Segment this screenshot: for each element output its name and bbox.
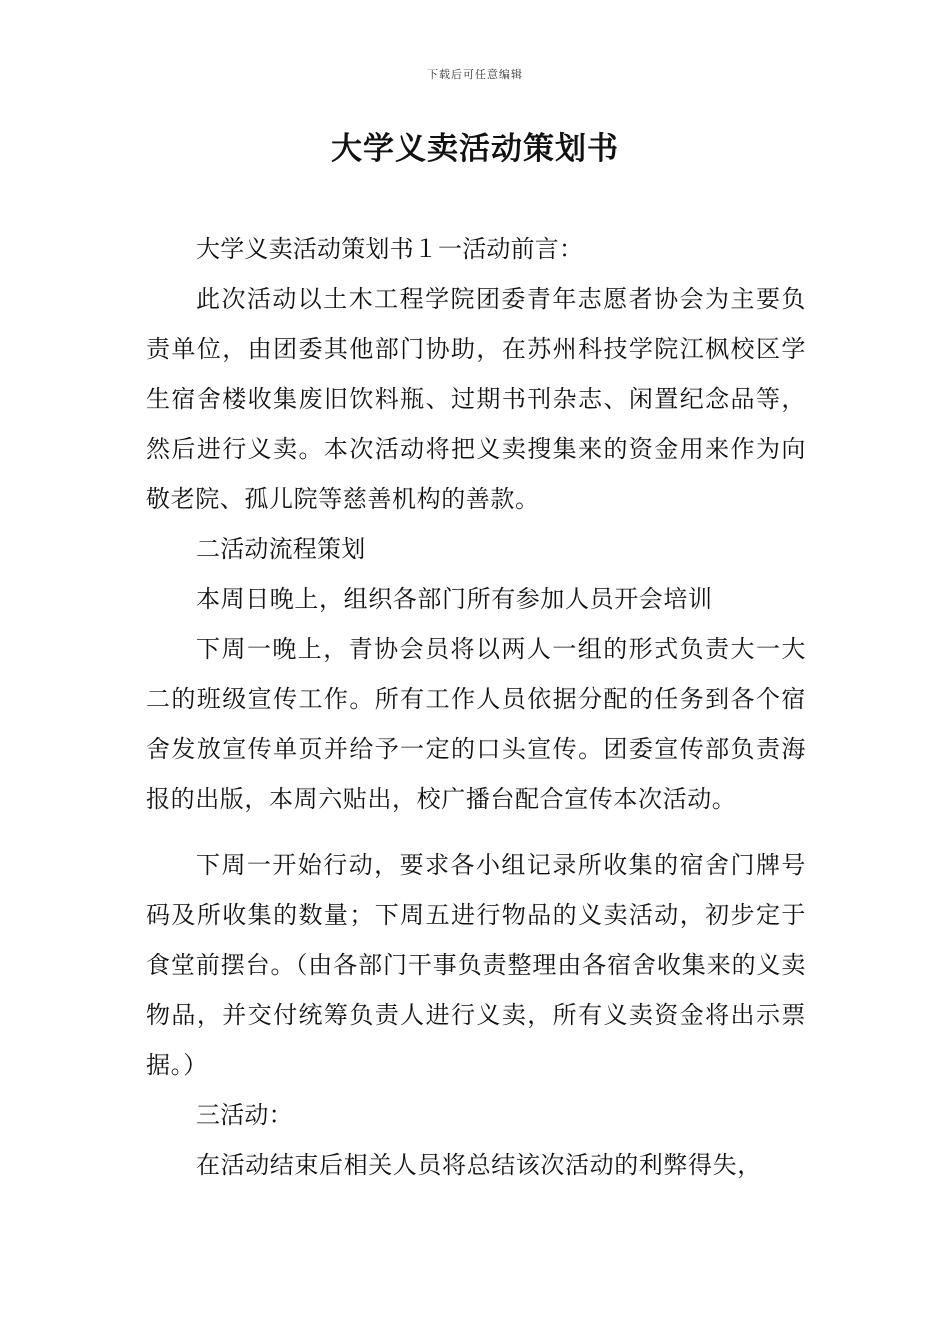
document-title: 大学义卖活动策划书 xyxy=(331,131,619,167)
paragraph-summary: 在活动结束后相关人员将总结该次活动的利弊得失， xyxy=(196,1151,762,1179)
paragraph-monday-publicity: 下周一晚上，青协会员将以两人一组的形式负责大一大二的班级宣传工作。所有工作人员依据分配的任务到各个宿舍发放宣传单页并给予一定的口头宣传。团委宣传部负责海报的出版，本周六贴出，校广播台配合宣传本次活动。 xyxy=(146,635,806,813)
paragraph-gap xyxy=(146,824,806,840)
paragraph-activity-heading: 三活动： xyxy=(196,1101,293,1129)
paragraph-process-heading: 二活动流程策划 xyxy=(196,535,366,563)
paragraph-sunday-meeting: 本周日晚上，组织各部门所有参加人员开会培训 xyxy=(196,585,713,613)
paragraph-preface-body: 此次活动以土木工程学院团委青年志愿者协会为主要负责单位，由团委其他部门协助，在苏州科技学院江枫校区学生宿舍楼收集废旧饮料瓶、过期书刊杂志、闲置纪念品等，然后进行义卖。本次活动将把义卖搜集来的资金用来作为向敬老院、孤儿院等慈善机构的善款。 xyxy=(146,285,806,513)
paragraph-collection-sale: 下周一开始行动，要求各小组记录所收集的宿舍门牌号码及所收集的数量；下周五进行物品的义卖活动，初步定于食堂前摆台。（由各部门干事负责整理由各宿舍收集来的义卖物品，并交付统筹负责人进行义卖，所有义卖资金将出示票据。） xyxy=(146,851,806,1079)
document-body xyxy=(146,224,806,1190)
paragraph-preface-heading: 大学义卖活动策划书１一活动前言： xyxy=(196,235,584,263)
header-note: 下载后可任意编辑 xyxy=(427,68,523,81)
